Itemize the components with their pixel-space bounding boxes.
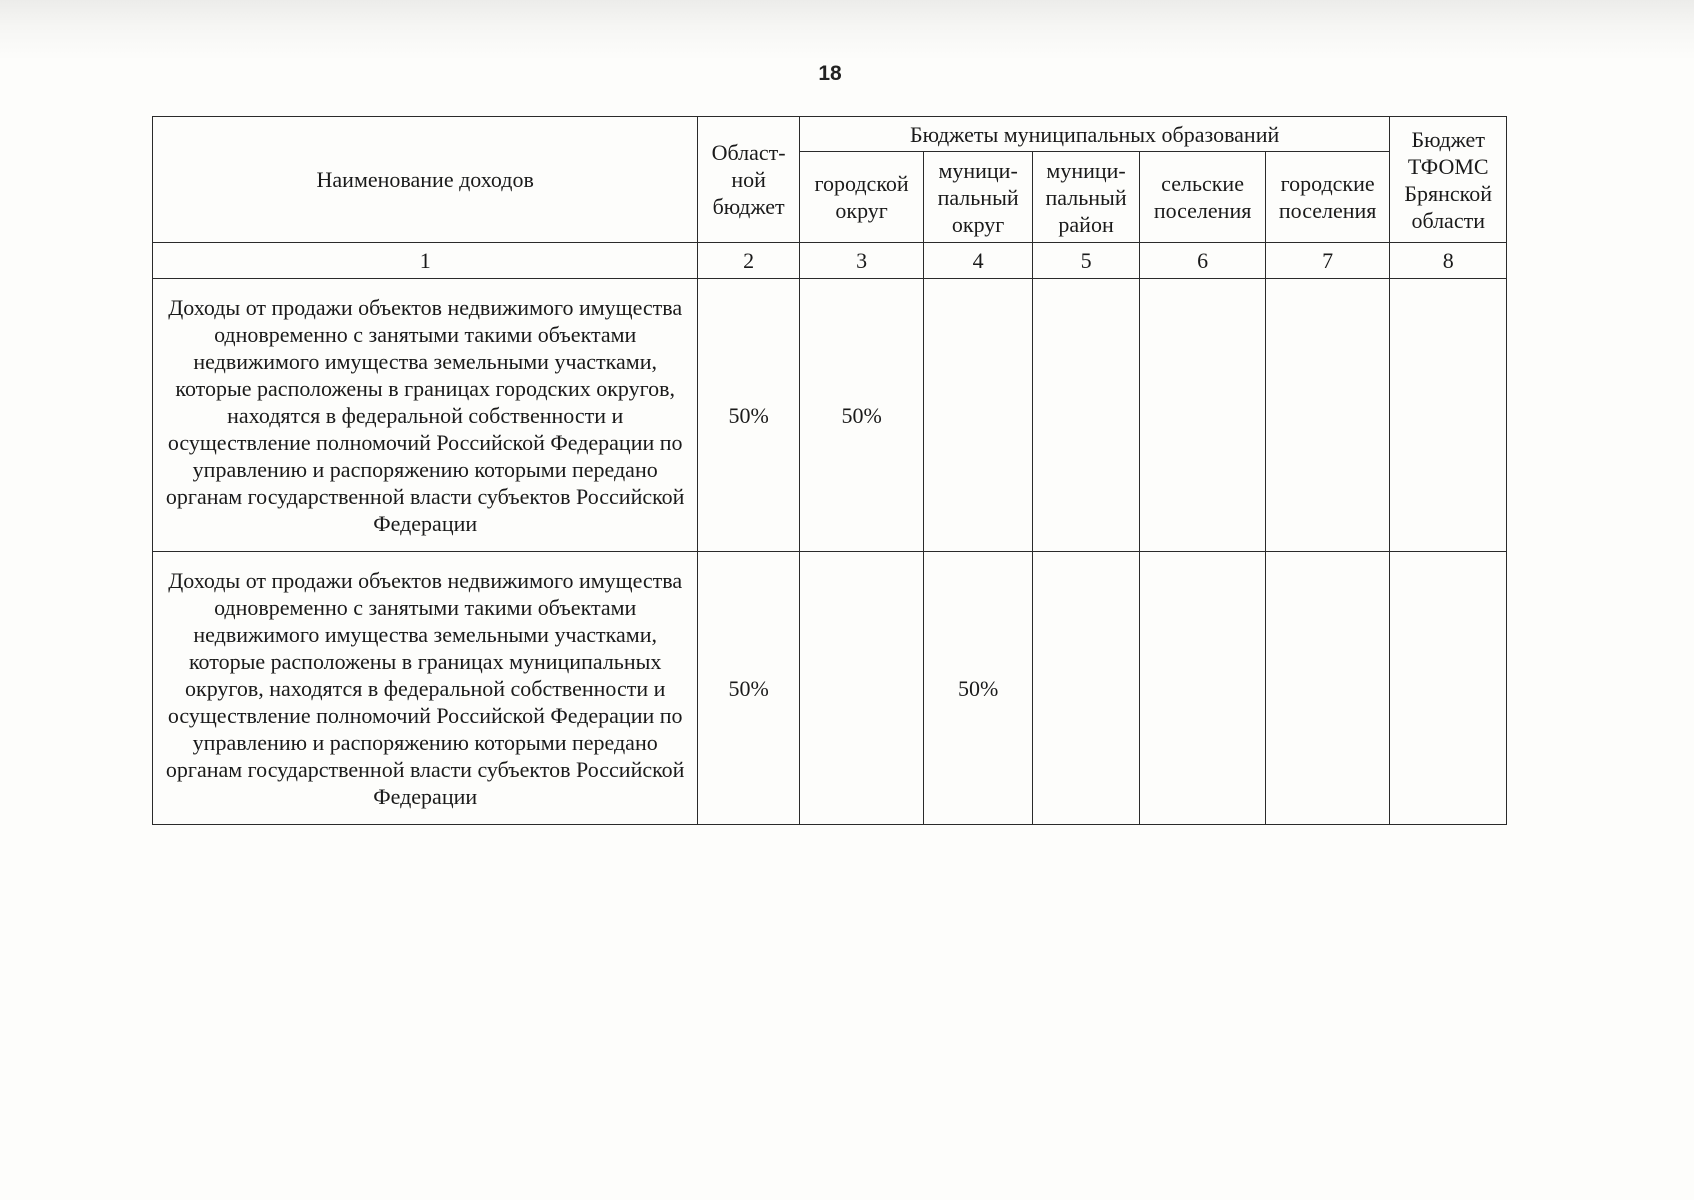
column-number: 3: [799, 243, 924, 279]
value-urban-settlements: [1265, 552, 1390, 825]
value-rural-settlements: [1140, 552, 1266, 825]
header-line: городские: [1280, 171, 1375, 196]
header-tfoms-line: ТФОМС: [1407, 153, 1489, 179]
header-municipal-budgets: Бюджеты муниципальных образований: [799, 117, 1390, 152]
column-number: 8: [1390, 243, 1507, 279]
header-municipal-okrug: [924, 152, 1032, 243]
header-tfoms-line: Бюджет: [1411, 126, 1485, 152]
value-municipal-okrug: 50%: [924, 552, 1032, 825]
header-regional-budget-line: бюджет: [712, 194, 785, 219]
header-row-top: [153, 117, 1507, 152]
header-line: городской: [814, 171, 909, 196]
revenue-description: Доходы от продажи объектов недвижимого имущества одновременно с занятыми такими объектами недвижимого имущества земельными участками, которые расположены в границах муниципальных округов, находятся в федеральной собственности и осуществление полномочий Российской Федерации по управлению и распоряжению которыми передано органам государственной власти субъектов Российской Федерации: [153, 552, 698, 825]
revenue-distribution-table: [152, 116, 1507, 825]
header-urban-settlements: [1265, 152, 1390, 243]
header-rural-settlements: [1140, 152, 1266, 243]
column-number: 7: [1265, 243, 1390, 279]
header-line: пальный: [937, 184, 1019, 210]
value-municipal-okrug: [924, 279, 1032, 552]
header-line: поселения: [1153, 198, 1252, 223]
header-city-district: [799, 152, 924, 243]
header-line: сельские: [1161, 171, 1244, 196]
header-tfoms-line: Брянской: [1404, 180, 1493, 206]
value-tfoms-budget: [1390, 552, 1507, 825]
value-municipal-raion: [1032, 552, 1139, 825]
header-line: пальный: [1045, 184, 1127, 210]
column-number: 2: [698, 243, 799, 279]
table-row: [153, 279, 1507, 552]
value-city-district: [799, 552, 924, 825]
column-numbers-row: [153, 243, 1507, 279]
value-urban-settlements: [1265, 279, 1390, 552]
value-municipal-raion: [1032, 279, 1139, 552]
revenue-description: Доходы от продажи объектов недвижимого имущества одновременно с занятыми такими объектами недвижимого имущества земельными участками, которые расположены в границах городских округов, находятся в федеральной собственности и осуществление полномочий Российской Федерации по управлению и распоряжению которыми передано органам государственной власти субъектов Российской Федерации: [153, 279, 698, 552]
header-line: округ: [951, 211, 1005, 237]
header-regional-budget-line: ной: [731, 167, 766, 192]
column-number: 5: [1032, 243, 1139, 279]
value-tfoms-budget: [1390, 279, 1507, 552]
value-regional-budget: 50%: [698, 552, 799, 825]
header-line: муници-: [1046, 157, 1126, 183]
column-number: 1: [153, 243, 698, 279]
header-line: район: [1058, 211, 1114, 237]
value-regional-budget: 50%: [698, 279, 799, 552]
header-line: муници-: [938, 157, 1018, 183]
header-tfoms-budget: [1390, 117, 1507, 243]
column-number: 6: [1140, 243, 1266, 279]
scan-shadow: [0, 0, 1694, 60]
page-number: 18: [818, 62, 842, 85]
header-line: округ: [835, 198, 888, 223]
header-municipal-raion: [1032, 152, 1139, 243]
value-city-district: 50%: [799, 279, 924, 552]
header-line: поселения: [1278, 198, 1377, 223]
header-tfoms-line: области: [1411, 207, 1485, 233]
header-regional-budget-line: Област-: [711, 140, 786, 165]
header-revenue-name: Наименование доходов: [153, 117, 698, 243]
value-rural-settlements: [1140, 279, 1266, 552]
table-row: [153, 552, 1507, 825]
header-regional-budget: [698, 117, 799, 243]
column-number: 4: [924, 243, 1032, 279]
